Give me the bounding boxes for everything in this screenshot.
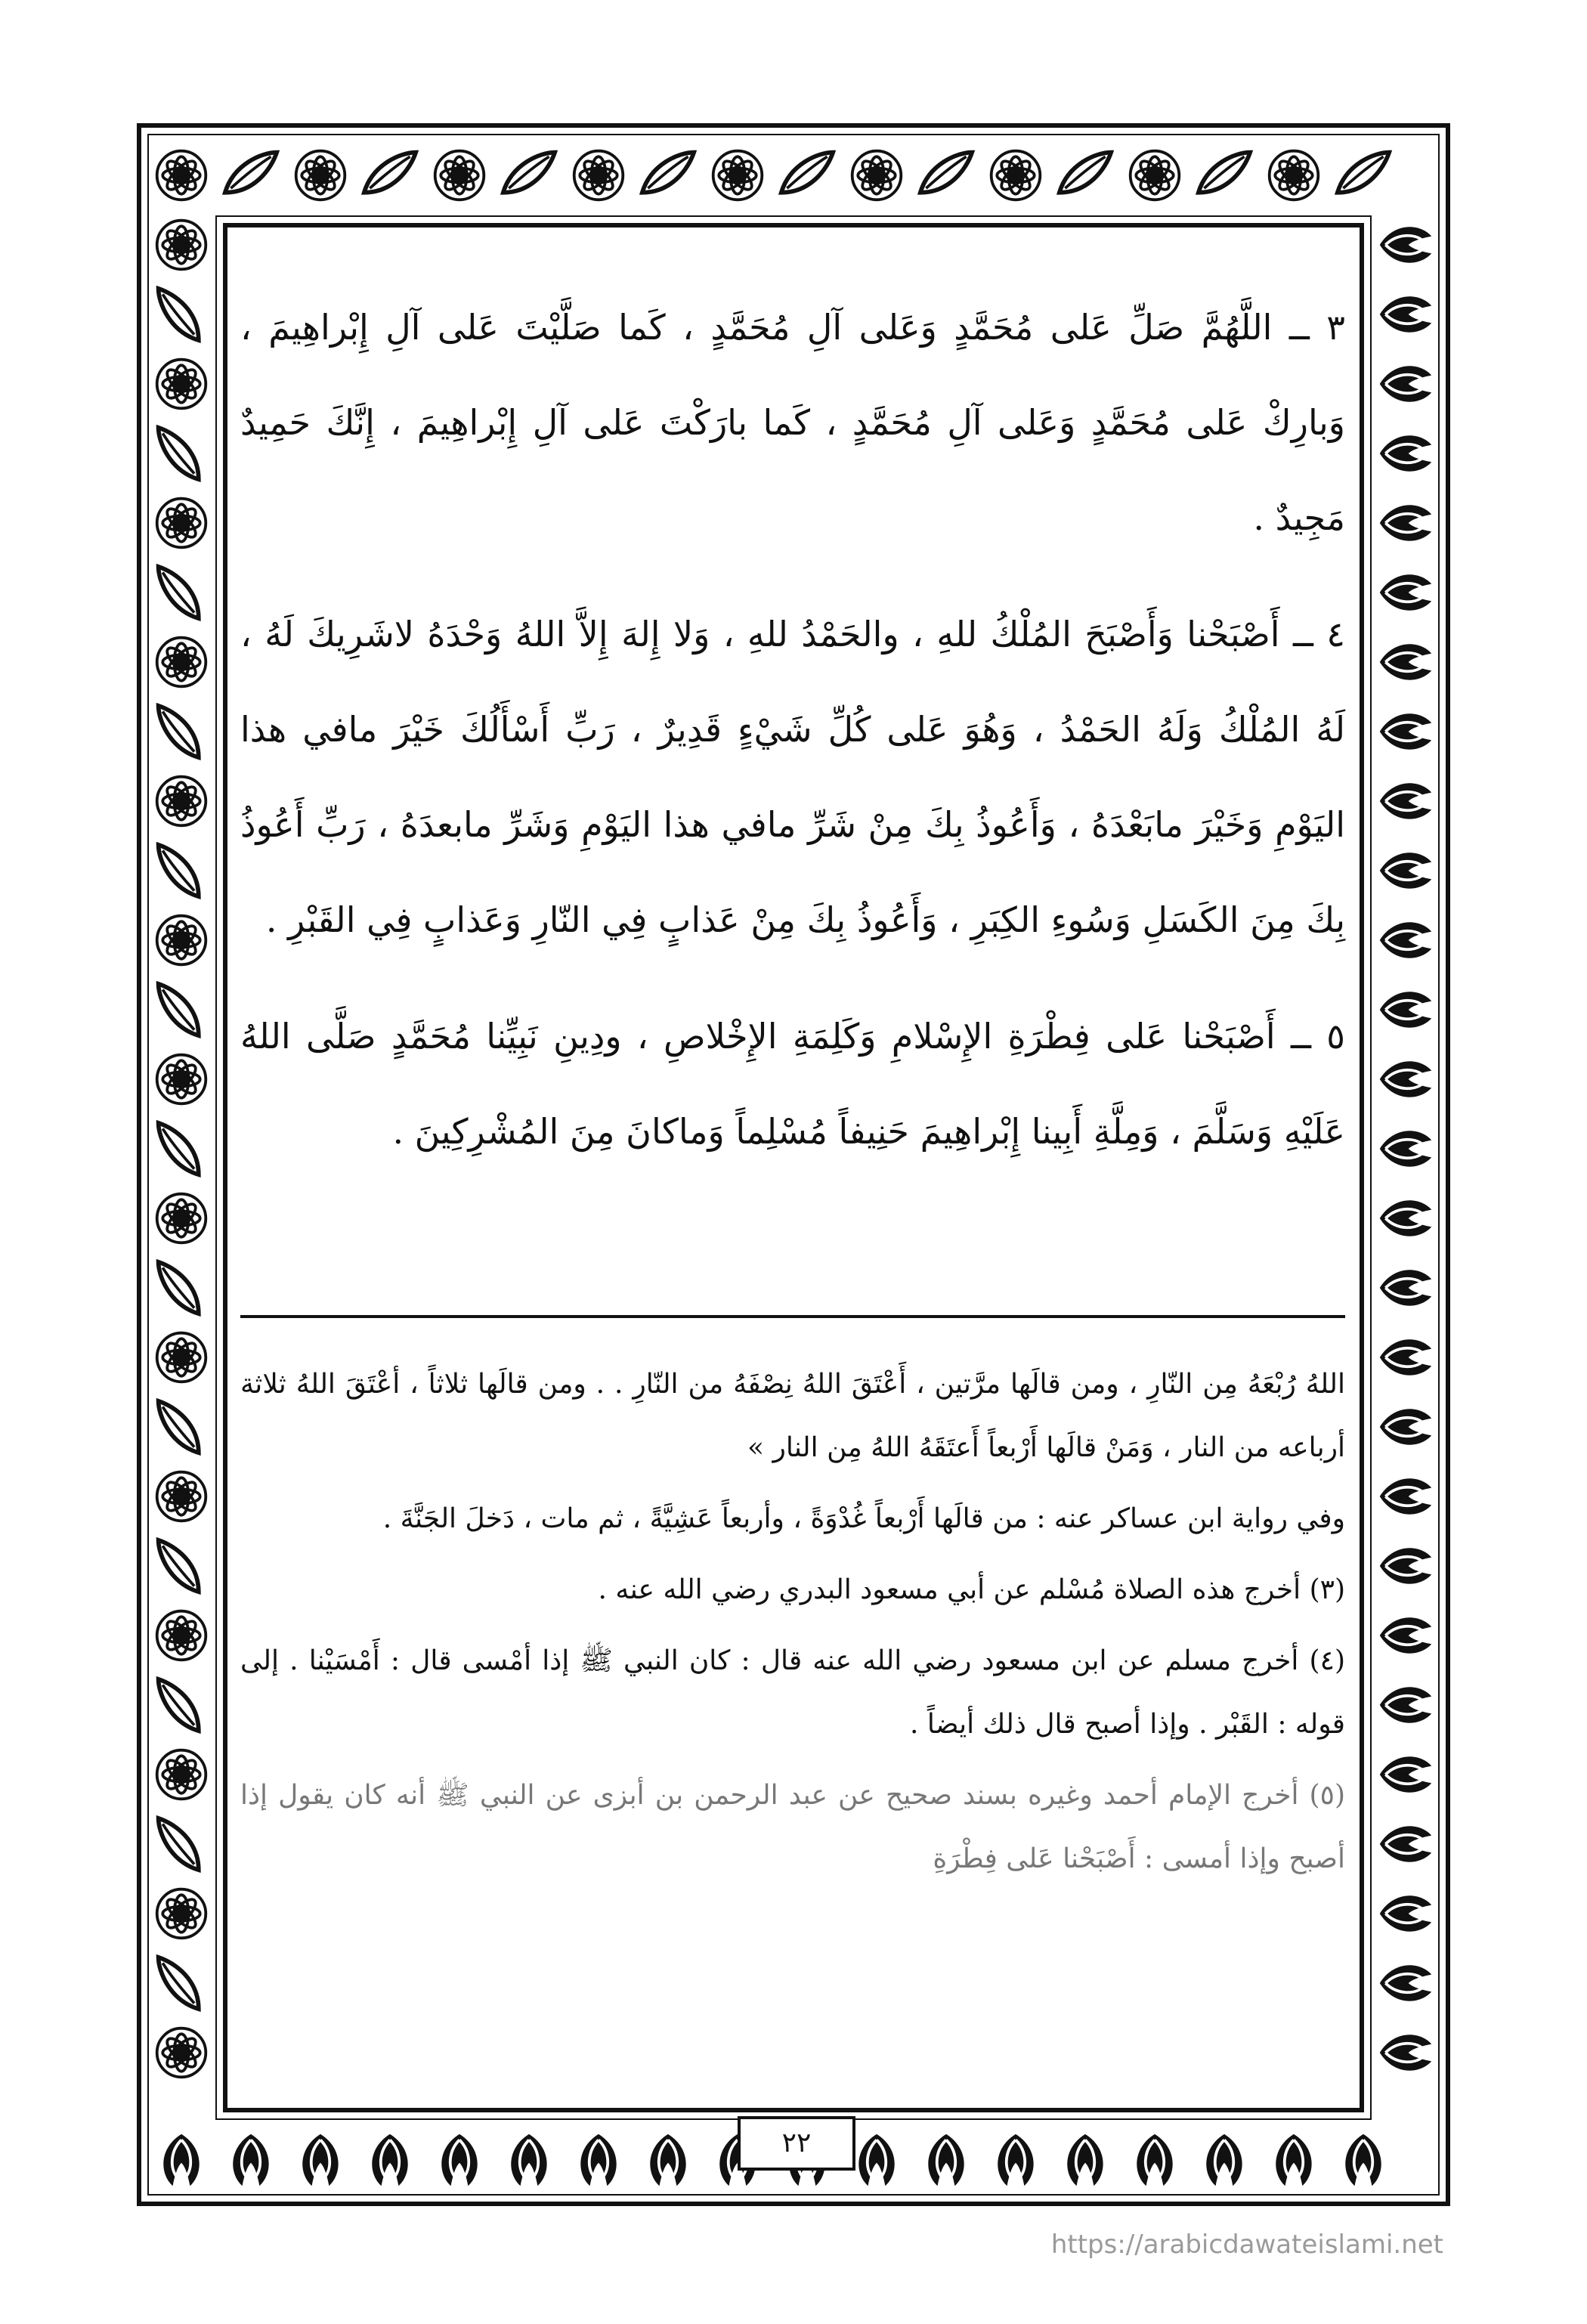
- border-rosette-motif: [157, 1611, 206, 1660]
- footnote-3: (٣) أخرج هذه الصلاة مُسْلم عن أبي مسعود البدري رضي الله عنه .: [598, 1574, 1345, 1605]
- border-rosette-motif: [991, 151, 1041, 200]
- border-tulip-motif: [1380, 713, 1431, 749]
- border-leaf-motif: [159, 1262, 199, 1314]
- border-rosette-motif: [1270, 151, 1319, 200]
- border-rosette-motif: [574, 151, 623, 200]
- border-tulip-motif: [1380, 644, 1431, 679]
- footnote-continuation: اللهُ رُبْعَهُ مِن النّارِ ، ومن قالَها مرَّتين ، أَعْتَقَ اللهُ نِصْفَهُ من النّارِ . . ومن قالَها ثلاثاً ، أعْتَقَ اللهُ ثلاثة أرباعه من النار ، وَمَنْ قالَها أَرْبعاً أَعتَقَهُ اللهُ مِن النار »: [240, 1369, 1345, 1463]
- source-watermark: https://arabicdawateislami.net: [1050, 2230, 1443, 2260]
- border-tulip-motif: [1380, 1826, 1431, 1861]
- border-rosette-motif: [157, 221, 206, 270]
- border-tulip-motif: [1380, 435, 1431, 471]
- border-tulip-motif: [998, 2134, 1033, 2186]
- border-rosette-motif: [1131, 151, 1180, 200]
- border-tulip-motif: [1380, 1478, 1431, 1514]
- border-leaf-motif: [159, 845, 199, 896]
- border-tulip-motif: [1380, 1270, 1431, 1305]
- border-tulip-motif: [1380, 1339, 1431, 1375]
- border-leaf-motif: [159, 984, 199, 1035]
- border-leaf-motif: [159, 1679, 199, 1731]
- border-tulip-motif: [928, 2134, 964, 2186]
- page-number: ٢٢: [738, 2116, 855, 2171]
- supplication-4: ٤ ــ أَصْبَحْنا وَأَصْبَحَ المُلْكُ للهِ ، والحَمْدُ للهِ ، وَلا إِلهَ إِلاَّ اللهُ وَحْدَهُ لاشَرِيكَ لَهُ ، لَهُ المُلْكُ وَلَهُ الحَمْدُ ، وَهُوَ عَلى كُلِّ شَيْءٍ قَدِيرٌ ، رَبِّ أَسْأَلُكَ خَيْرَ مافي هذا اليَوْمِ وَخَيْرَ مابَعْدَهُ ، وَأَعُوذُ بِكَ مِنْ شَرِّ مافي هذا اليَوْمِ وَشَرِّ مابعدَهُ ، رَبِّ أَعُوذُ بِكَ مِنَ الكَسَلِ وَسُوءِ الكِبَرِ ، وَأَعُوذُ بِكَ مِنْ عَذابٍ فِي النّارِ وَعَذابٍ فِي القَبْرِ .: [240, 614, 1345, 940]
- border-tulip-motif: [1380, 505, 1431, 540]
- border-leaf-motif: [781, 153, 833, 193]
- border-leaf-motif: [1199, 153, 1250, 193]
- border-tulip-motif: [1276, 2134, 1311, 2186]
- border-rosette-motif: [157, 1889, 206, 1939]
- border-tulip-motif: [1206, 2134, 1242, 2186]
- border-tulip-motif: [1380, 1756, 1431, 1792]
- border-leaf-motif: [159, 1957, 199, 2009]
- border-rosette-motif: [157, 1055, 206, 1104]
- border-tulip-motif: [163, 2134, 199, 2186]
- border-tulip-motif: [1380, 1548, 1431, 1583]
- border-tulip-motif: [1380, 1965, 1431, 2001]
- supplication-5: ٥ ــ أَصْبَحْنا عَلى فِطْرَةِ الإِسْلامِ وَكَلِمَةِ الإِخْلاصِ ، ودِينِ نَبِيِّنا مُحَمَّدٍ صَلَّى اللهُ عَلَيْهِ وَسَلَّمَ ، وَمِلَّةِ أَبِينا إِبْراهِيمَ حَنِيفاً مُسْلِماً وَماكانَ مِنَ المُشْرِكِينَ .: [240, 1016, 1345, 1152]
- border-rosette-motif: [157, 1472, 206, 1521]
- border-tulip-motif: [1380, 2035, 1431, 2070]
- border-tulip-motif: [1380, 922, 1431, 958]
- border-leaf-motif: [225, 153, 277, 193]
- border-rosette-motif: [435, 151, 484, 200]
- border-tulip-motif: [233, 2134, 268, 2186]
- border-rosette-motif: [157, 360, 206, 409]
- border-leaf-motif: [159, 1401, 199, 1453]
- border-tulip-motif: [1380, 227, 1431, 262]
- footnote-ibn-asakir: وفي رواية ابن عساكر عنه : من قالَها أَرْبعاً غُدْوَةً ، وأربعاً عَشِيَّةً ، ثم مات ، دَخلَ الجَنَّةَ .: [382, 1503, 1345, 1534]
- border-rosette-motif: [157, 916, 206, 965]
- border-tulip-motif: [1380, 783, 1431, 819]
- border-tulip-motif: [441, 2134, 477, 2186]
- border-tulip-motif: [511, 2134, 546, 2186]
- border-rosette-motif: [157, 2028, 206, 2078]
- border-tulip-motif: [1345, 2134, 1381, 2186]
- border-leaf-motif: [159, 428, 199, 479]
- border-tulip-motif: [1380, 853, 1431, 888]
- border-leaf-motif: [159, 1123, 199, 1174]
- footnote-divider: [240, 1315, 1345, 1318]
- border-tulip-motif: [1380, 296, 1431, 332]
- border-tulip-motif: [650, 2134, 685, 2186]
- border-rosette-motif: [852, 151, 902, 200]
- border-tulip-motif: [1380, 1409, 1431, 1444]
- border-tulip-motif: [1380, 992, 1431, 1027]
- border-leaf-motif: [159, 289, 199, 340]
- main-text-block: [240, 280, 1345, 1200]
- border-leaf-motif: [920, 153, 972, 193]
- border-leaf-motif: [159, 567, 199, 618]
- border-rosette-motif: [157, 151, 206, 200]
- border-leaf-motif: [159, 1540, 199, 1592]
- footnotes-block: [240, 1353, 1345, 1899]
- border-tulip-motif: [302, 2134, 338, 2186]
- border-tulip-motif: [1380, 1200, 1431, 1236]
- border-rosette-motif: [157, 1194, 206, 1243]
- border-tulip-motif: [1380, 574, 1431, 610]
- border-leaf-motif: [1060, 153, 1111, 193]
- border-leaf-motif: [159, 1818, 199, 1870]
- border-rosette-motif: [157, 1750, 206, 1799]
- supplication-3: ٣ ــ اللَّهُمَّ صَلِّ عَلى مُحَمَّدٍ وَعَلى آلِ مُحَمَّدٍ ، كَما صَلَّيْتَ عَلى آلِ إِبْراهِيمَ ، وَبارِكْ عَلى مُحَمَّدٍ وَعَلى آلِ مُحَمَّدٍ ، كَما بارَكْتَ عَلى آلِ إِبْراهِيمَ ، إِنَّكَ حَمِيدٌ مَجِيدٌ .: [240, 307, 1345, 538]
- border-leaf-motif: [642, 153, 694, 193]
- border-rosette-motif: [157, 1333, 206, 1382]
- border-leaf-motif: [503, 153, 555, 193]
- border-rosette-motif: [713, 151, 763, 200]
- border-leaf-motif: [364, 153, 416, 193]
- border-tulip-motif: [580, 2134, 616, 2186]
- border-rosette-motif: [296, 151, 345, 200]
- border-tulip-motif: [1380, 366, 1431, 401]
- border-tulip-motif: [858, 2134, 894, 2186]
- footnote-4: (٤) أخرج مسلم عن ابن مسعود رضي الله عنه قال : كان النبي ﷺ إذا أمْسى قال : أَمْسَيْنا . إلى قوله : القَبْر . وإذا أصبح قال ذلك أيضاً .: [240, 1645, 1345, 1740]
- border-leaf-motif: [159, 706, 199, 757]
- border-tulip-motif: [1380, 1895, 1431, 1931]
- border-tulip-motif: [1380, 1131, 1431, 1166]
- border-tulip-motif: [1380, 1061, 1431, 1097]
- border-rosette-motif: [157, 777, 206, 826]
- border-leaf-motif: [1338, 153, 1389, 193]
- border-tulip-motif: [1380, 1617, 1431, 1653]
- border-tulip-motif: [1137, 2134, 1172, 2186]
- border-tulip-motif: [1380, 1687, 1431, 1722]
- footnote-5: (٥) أخرج الإمام أحمد وغيره بسند صحيح عن عبد الرحمن بن أبزى عن النبي ﷺ أنه كان يقول إذا أصبح وإذا أمسى : أَصْبَحْنا عَلى فِطْرَةِ: [240, 1780, 1345, 1874]
- border-rosette-motif: [157, 499, 206, 548]
- border-rosette-motif: [157, 638, 206, 687]
- border-tulip-motif: [1067, 2134, 1103, 2186]
- border-tulip-motif: [372, 2134, 407, 2186]
